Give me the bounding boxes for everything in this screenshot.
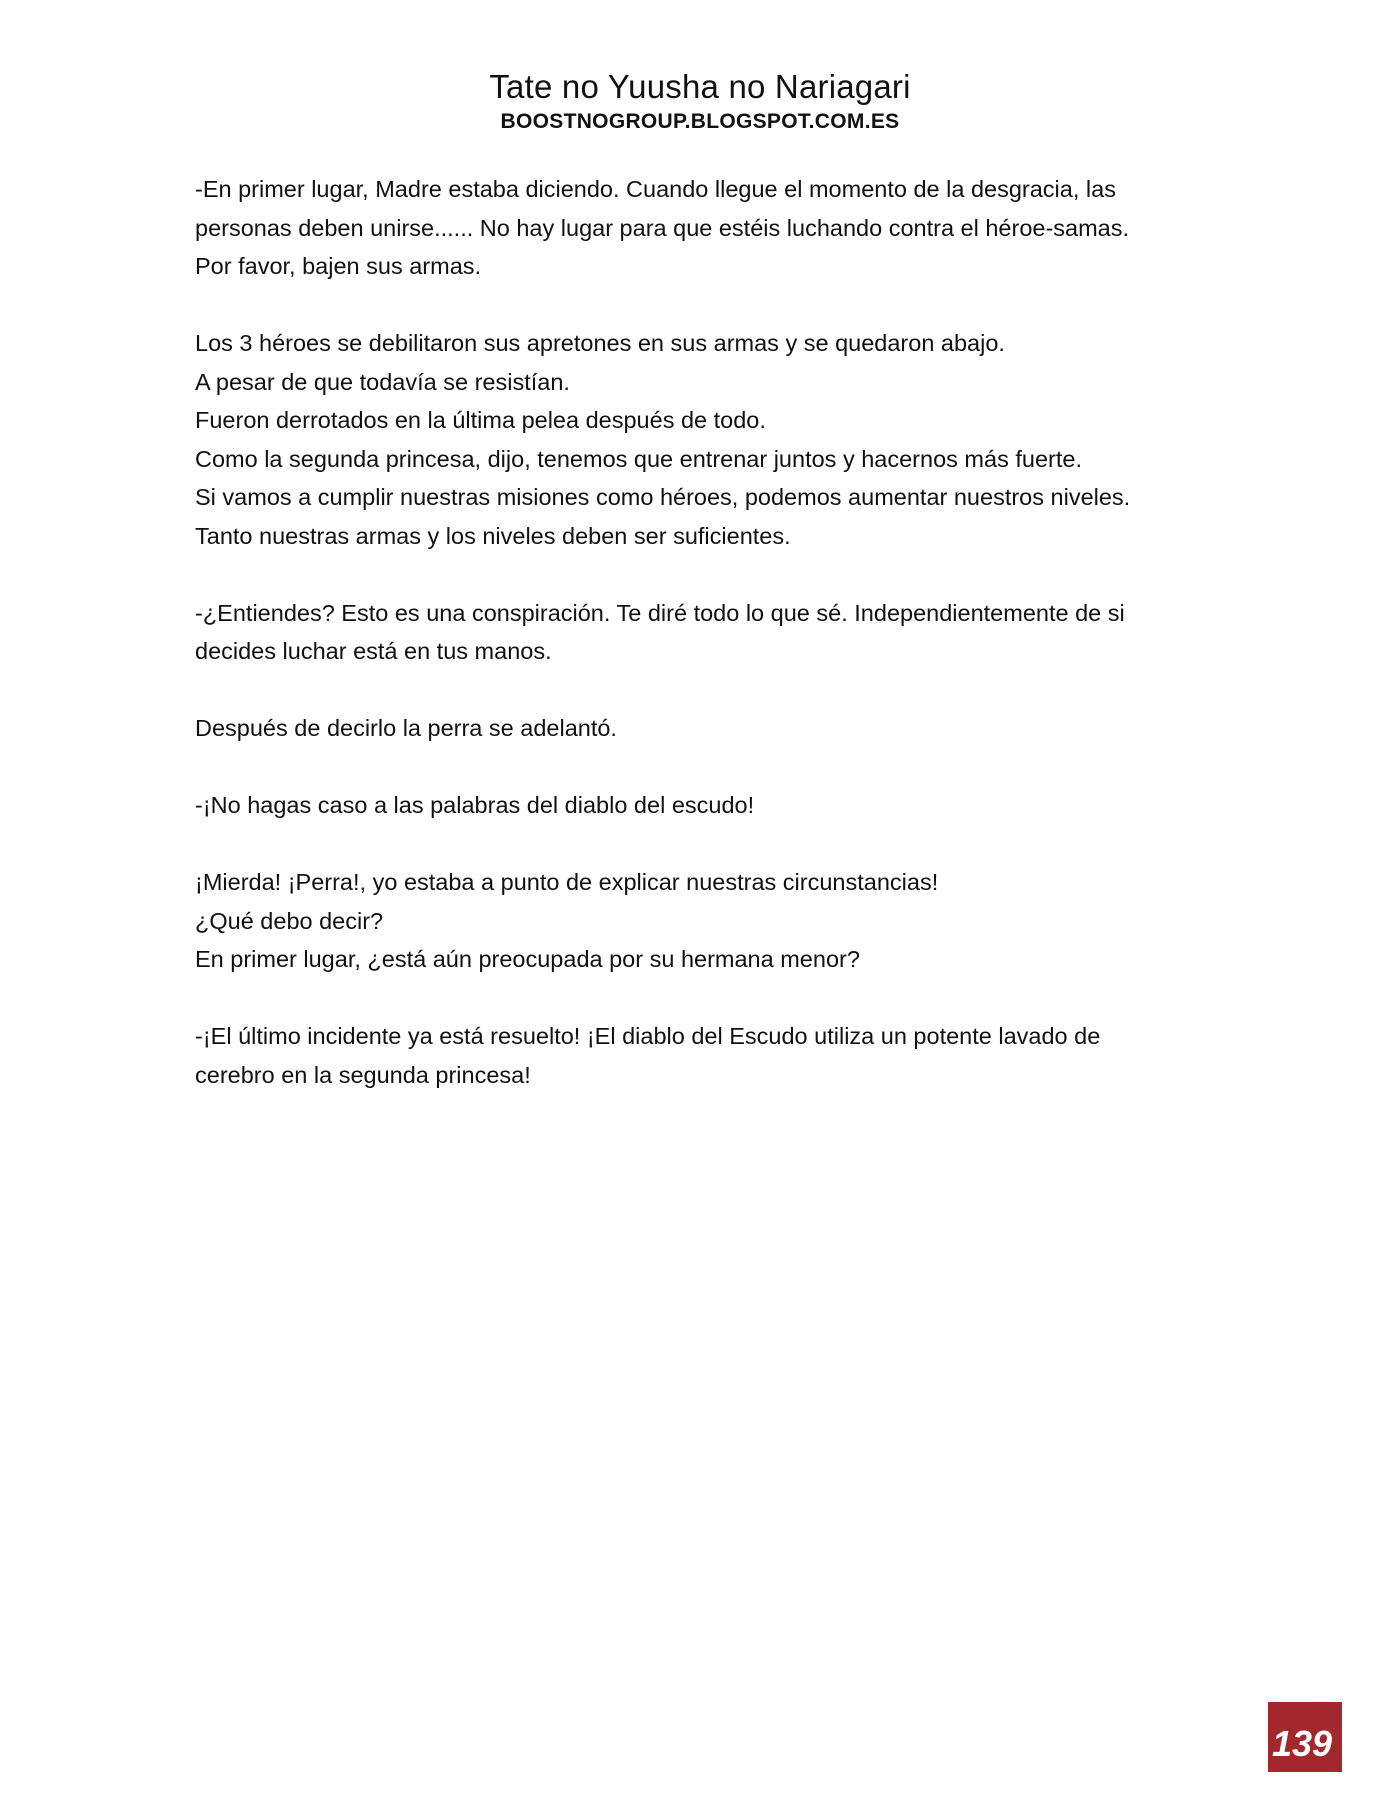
paragraph	[195, 1017, 1215, 1094]
paragraph	[195, 324, 1215, 555]
text-line: -¿Entiendes? Esto es una conspiración. Te diré todo lo que sé. Independientemente de si	[195, 599, 1125, 626]
text-line: Fueron derrotados en la última pelea después de todo.	[195, 407, 766, 433]
text-line: -¡El último incidente ya está resuelto! ¡El diablo del Escudo utiliza un potente lavado de	[195, 1023, 1101, 1049]
text-line: ¿Qué debo decir?	[195, 907, 384, 934]
paragraph	[195, 594, 1215, 671]
text-line: ¡Mierda! ¡Perra!, yo estaba a punto de explicar nuestras circunstancias!	[195, 869, 939, 895]
text-line: Después de decirlo la perra se adelantó.	[195, 715, 617, 741]
text-line: Por favor, bajen sus armas.	[195, 253, 482, 279]
paragraph	[195, 709, 1215, 748]
paragraph	[195, 786, 1215, 825]
text-line: cerebro en la segunda princesa!	[195, 1061, 531, 1088]
text-line: A pesar de que todavía se resistían.	[195, 368, 570, 395]
text-line: Como la segunda princesa, dijo, tenemos que entrenar juntos y hacernos más fuerte.	[195, 445, 1082, 472]
text-line: Tanto nuestras armas y los niveles deben ser suficientes.	[195, 522, 791, 549]
text-line: -¡No hagas caso a las palabras del diablo del escudo!	[195, 792, 755, 818]
paragraph	[195, 170, 1215, 286]
paragraph	[195, 863, 1215, 979]
document-title: Tate no Yuusha no Nariagari	[489, 68, 911, 105]
text-line: personas deben unirse...... No hay lugar para que estéis luchando contra el héroe-samas.	[195, 214, 1130, 241]
text-line: decides luchar está en tus manos.	[195, 638, 552, 664]
page-number: 139	[1272, 1723, 1333, 1764]
text-line: Los 3 héroes se debilitaron sus apretones en sus armas y se quedaron abajo.	[195, 330, 1005, 356]
text-line: En primer lugar, ¿está aún preocupada por su hermana menor?	[195, 946, 860, 972]
document-body	[195, 170, 1215, 1133]
text-line: -En primer lugar, Madre estaba diciendo. Cuando llegue el momento de la desgracia, las	[195, 176, 1116, 202]
site-url: BOOSTNOGROUP.BLOGSPOT.COM.ES	[500, 110, 900, 133]
text-line: Si vamos a cumplir nuestras misiones como héroes, podemos aumentar nuestros niveles.	[195, 484, 1131, 510]
page-header	[0, 66, 1400, 136]
